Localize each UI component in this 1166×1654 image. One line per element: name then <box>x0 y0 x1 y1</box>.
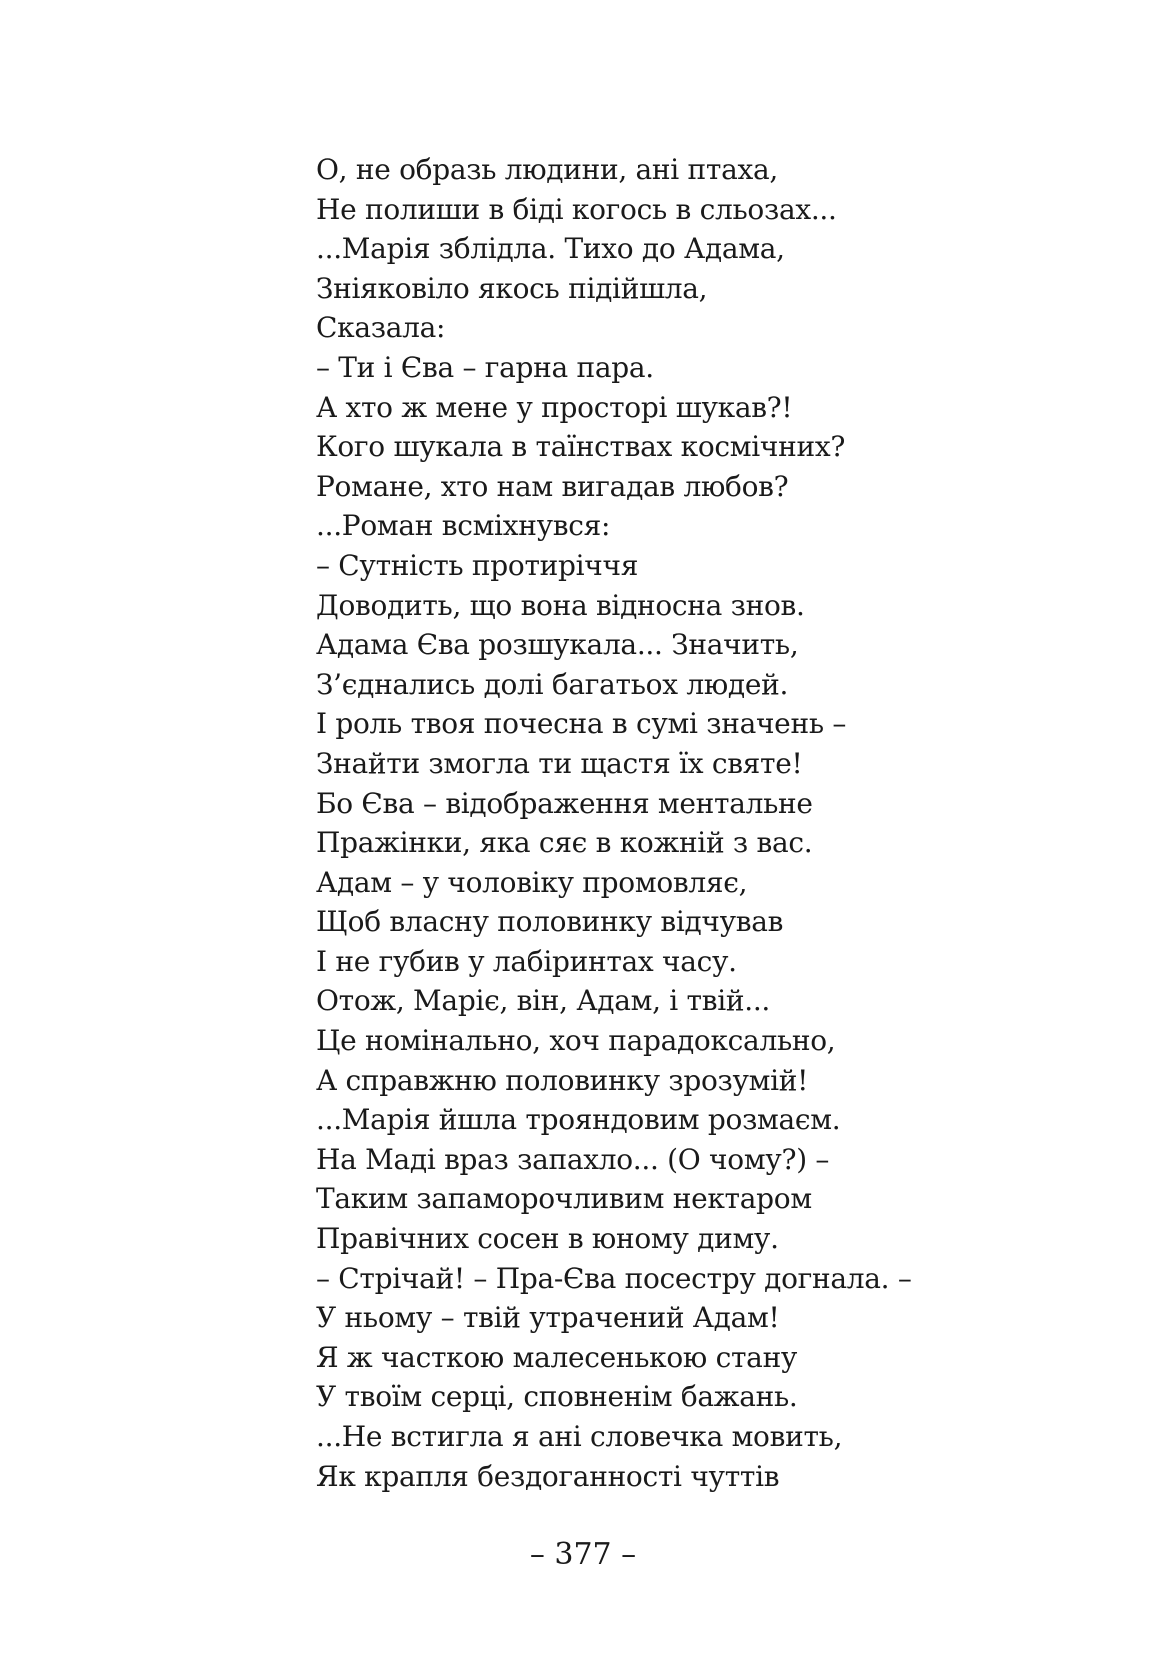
poem-line: Знайти змогла ти щастя їх святе! <box>316 746 803 780</box>
poem-line: Адам – у чоловіку промовляє, <box>316 865 748 899</box>
poem-line: ...Марія йшла трояндовим розмаєм. <box>316 1103 841 1137</box>
poem-line: З’єднались долі багатьох людей. <box>316 667 789 701</box>
poem-line: О, не образь людини, ані птаха, <box>316 153 778 186</box>
poem-line: Як крапля бездоганності чуттів <box>316 1459 780 1493</box>
poem-line: ...Не встигла я ані словечка мовить, <box>316 1420 843 1453</box>
poem-line: ...Роман всміхнувся: <box>316 509 611 543</box>
poem-line: Бо Єва – відображення ментальне <box>316 786 813 820</box>
poem-line: І не губив у лабіринтах часу. <box>316 944 737 978</box>
poem-line: А справжню половинку зрозумій! <box>316 1063 809 1097</box>
poem-text <box>316 150 1076 1496</box>
poem-line: Доводить, що вона відносна знов. <box>316 588 805 622</box>
poem-line: У твоїм серці, сповненім бажань. <box>316 1380 798 1414</box>
poem-line: Таким запаморочливим нектаром <box>316 1182 812 1216</box>
poem-line: – Стрічай! – Пра-Єва посестру догнала. – <box>316 1261 912 1295</box>
poem-line: Отож, Маріє, він, Адам, і твій... <box>316 984 771 1018</box>
poem-line: – Сутність протиріччя <box>316 548 639 582</box>
page-number: – 377 – <box>529 1537 637 1572</box>
poem-line: У ньому – твій утрачений Адам! <box>316 1301 780 1335</box>
poem-line: Це номінально, хоч парадоксально, <box>316 1024 836 1058</box>
poem-line: І роль твоя почесна в сумі значень – <box>316 707 847 741</box>
poem-line: Зніяковіло якось підійшла, <box>316 271 708 305</box>
poem-line: Кого шукала в таїнствах космічних? <box>316 430 846 464</box>
poem-line: Пражінки, яка сяє в кожній з вас. <box>316 826 813 860</box>
poem-line: Я ж часткою малесенькою стану <box>316 1340 798 1374</box>
poem-line: На Маді враз запахло... (О чому?) – <box>316 1142 830 1176</box>
poem-line: Правічних сосен в юному диму. <box>316 1222 779 1256</box>
poem-line: Щоб власну половинку відчував <box>316 905 784 939</box>
poem-line: – Ти і Єва – гарна пара. <box>316 350 654 384</box>
poem-line: А хто ж мене у просторі шукав?! <box>316 390 793 424</box>
poem-line: Адама Єва розшукала... Значить, <box>316 628 799 662</box>
poem-line: Сказала: <box>316 311 446 345</box>
poem-line: Не полиши в біді когось в сльозах... <box>316 192 837 226</box>
poem-line: ...Марія зблідла. Тихо до Адама, <box>316 232 785 266</box>
poem-line: Романе, хто нам вигадав любов? <box>316 469 789 503</box>
